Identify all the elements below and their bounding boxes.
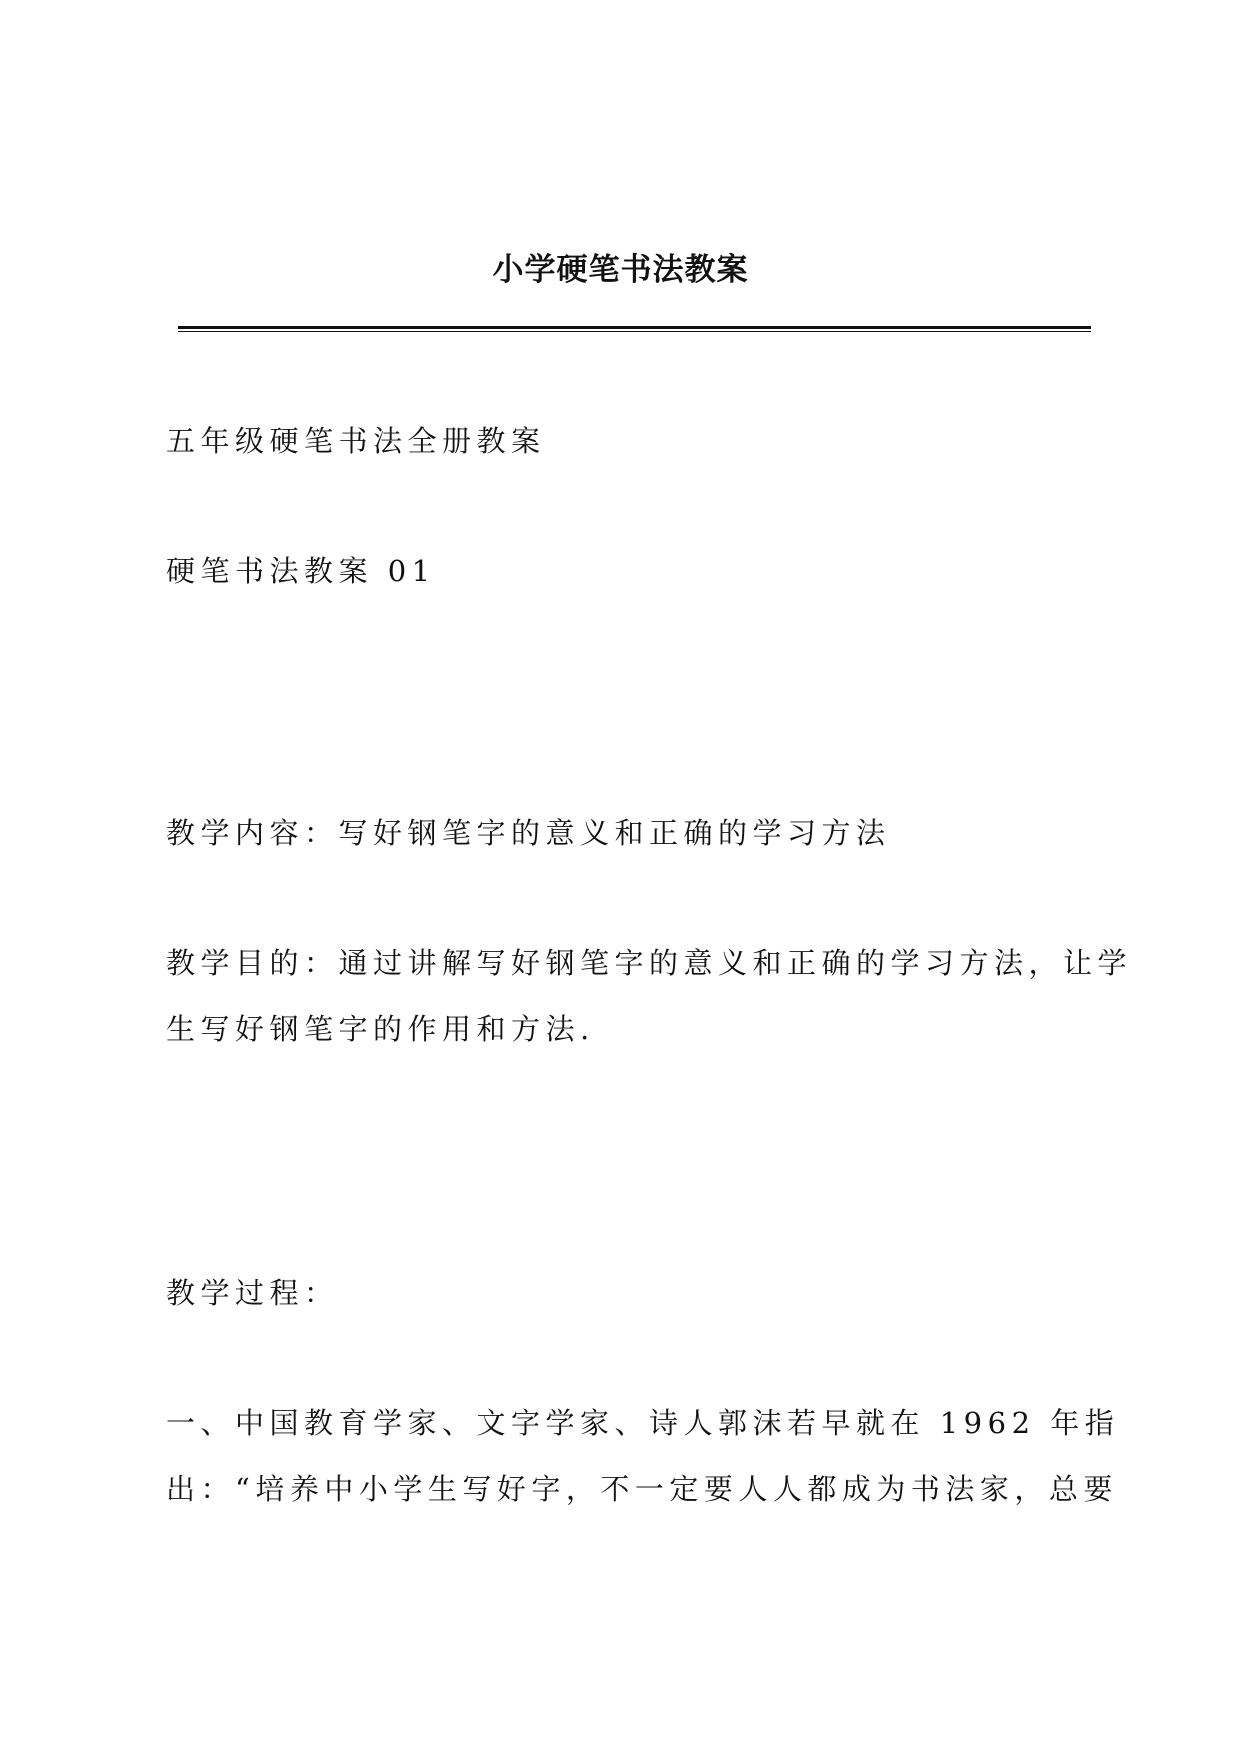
section-one-line-1: 一、中国教育学家、文字学家、诗人郭沫若早就在 1962 年指 [166, 1406, 1120, 1440]
title-divider [178, 326, 1091, 332]
document-subtitle: 五年级硬笔书法全册教案 [166, 424, 546, 458]
document-title: 小学硬笔书法教案 [492, 252, 749, 288]
teaching-process-label: 教学过程： [166, 1276, 339, 1310]
section-one-line-2: 出：“培养中小学生写好字，不一定要人人都成为书法家，总要 [166, 1472, 1118, 1506]
teaching-purpose-line-1: 教学目的：通过讲解写好钢笔字的意义和正确的学习方法，让学 [166, 946, 1133, 980]
lesson-heading: 硬笔书法教案 01 [166, 554, 436, 588]
teaching-content: 教学内容：写好钢笔字的意义和正确的学习方法 [166, 816, 891, 850]
section-one [166, 1390, 1120, 1522]
teaching-purpose [166, 930, 1133, 1062]
teaching-purpose-line-2: 生写好钢笔字的作用和方法. [166, 1012, 595, 1046]
